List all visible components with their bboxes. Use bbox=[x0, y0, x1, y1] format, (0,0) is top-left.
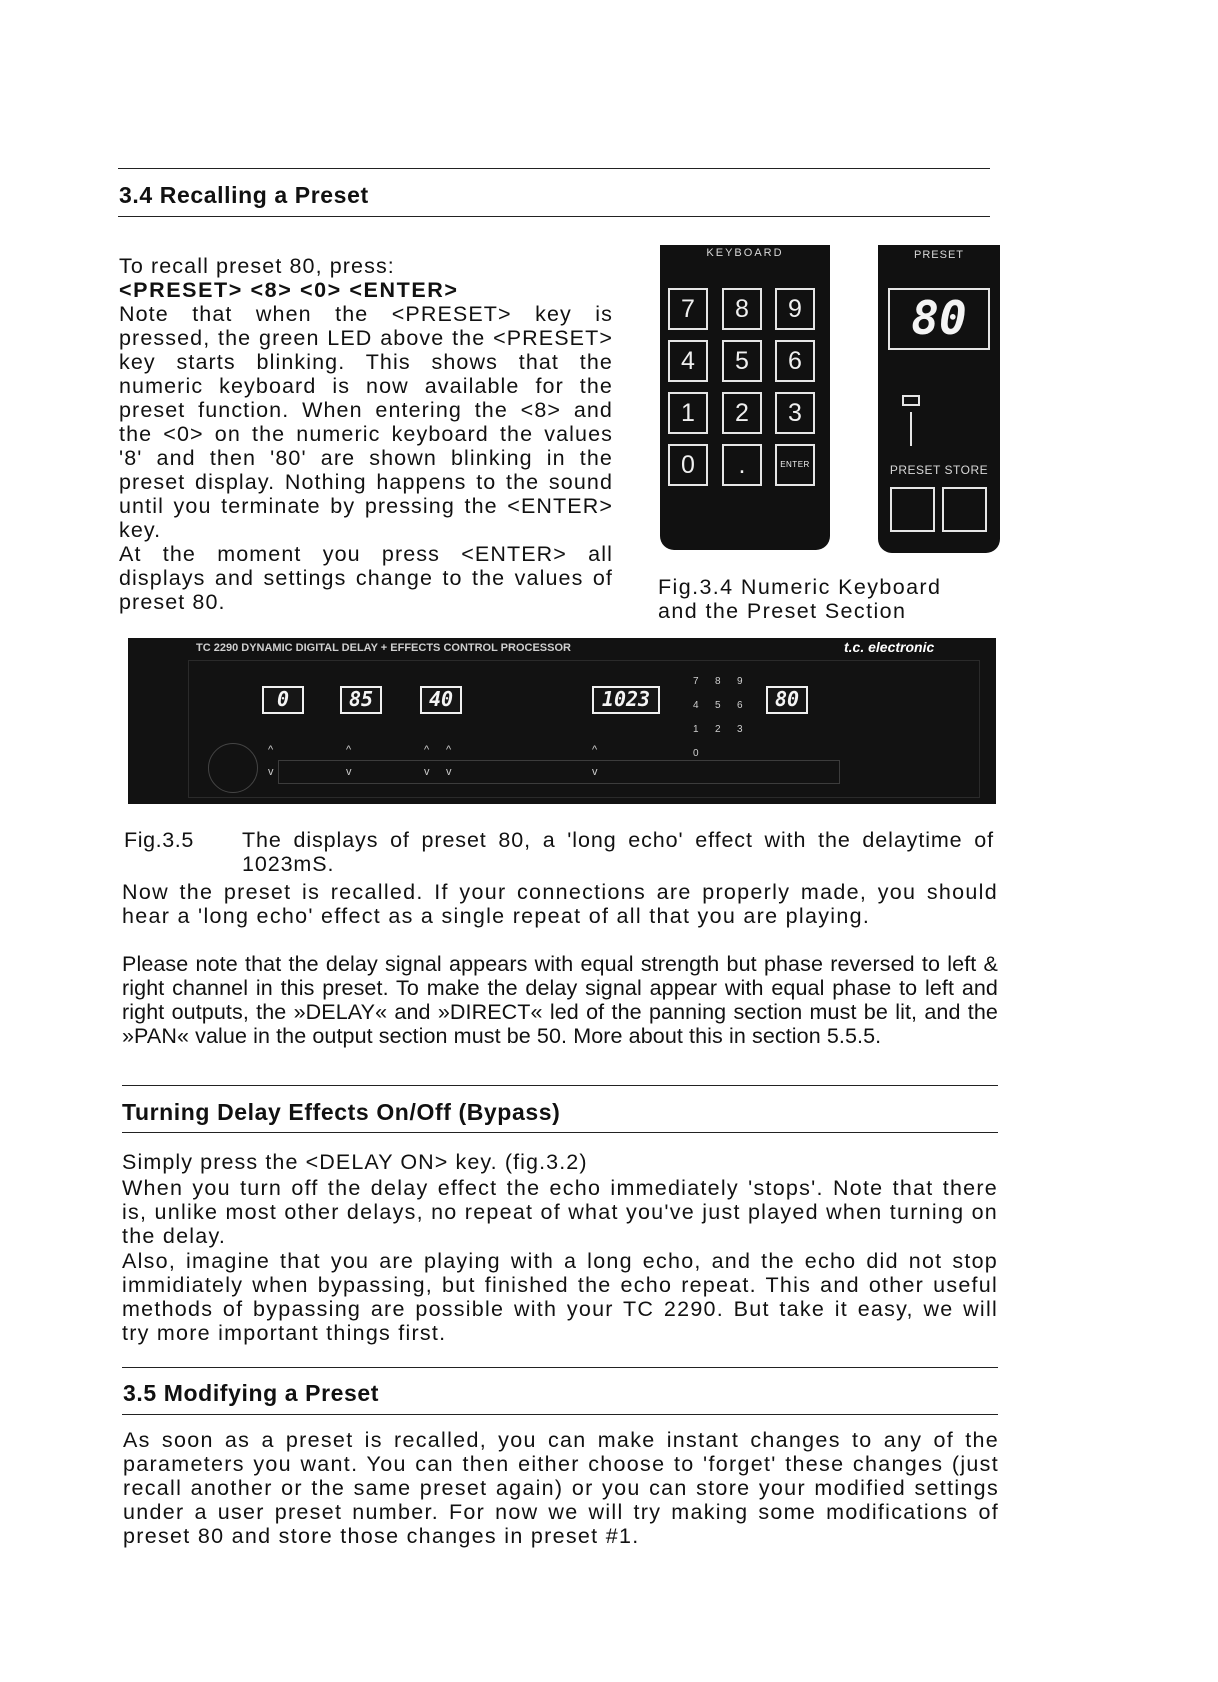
preset-store-label: PRESET STORE bbox=[889, 463, 989, 477]
section-title-3-4: 3.4 Recalling a Preset bbox=[119, 182, 369, 208]
down-arrow-icon-4: v bbox=[446, 766, 452, 778]
key-3[interactable]: 3 bbox=[775, 392, 815, 434]
display-3: 40 bbox=[420, 686, 462, 714]
numeric-keyboard-panel bbox=[660, 245, 830, 550]
bypass-paragraph-2: Also, imagine that you are playing with a long echo, and the echo did not stop immidiately when bypassing, but finished the echo repeat. This and other useful methods of bypassing are possible with your TC 2290. But take it easy, we will try more important things first. bbox=[122, 1249, 998, 1345]
fig-3-4-caption-line1: Fig.3.4 Numeric Keyboard bbox=[658, 575, 942, 599]
display-2: 85 bbox=[340, 686, 382, 714]
panel-knob-icon bbox=[208, 743, 258, 793]
up-arrow-icon-5: ^ bbox=[592, 744, 598, 756]
mini-key-4: 4 bbox=[693, 700, 699, 711]
mini-key-8: 8 bbox=[715, 676, 721, 687]
recall-intro: To recall preset 80, press: bbox=[119, 254, 395, 278]
recall-text bbox=[119, 254, 613, 614]
bypass-line-1: Simply press the <DELAY ON> key. (fig.3.2) bbox=[122, 1150, 588, 1174]
display-preset: 80 bbox=[766, 686, 808, 714]
fig-3-4-caption-line2: and the Preset Section bbox=[658, 599, 907, 623]
mini-key-5: 5 bbox=[715, 700, 721, 711]
preset-label: PRESET bbox=[913, 249, 964, 261]
rule-top bbox=[118, 168, 990, 169]
rule-under-bypass bbox=[122, 1132, 998, 1133]
rule-under-3-5 bbox=[122, 1414, 998, 1415]
key-8[interactable]: 8 bbox=[722, 288, 762, 330]
key-dot[interactable]: . bbox=[722, 444, 762, 486]
down-arrow-icon-5: v bbox=[592, 766, 598, 778]
fig-3-5-label: Fig.3.5 bbox=[124, 828, 194, 852]
fig-3-5-text: The displays of preset 80, a 'long echo' effect with the delaytime of 1023mS. bbox=[242, 828, 994, 876]
key-9[interactable]: 9 bbox=[775, 288, 815, 330]
key-1[interactable]: 1 bbox=[668, 392, 708, 434]
panel-button-row-decor bbox=[278, 760, 840, 784]
key-enter[interactable]: ENTER bbox=[775, 444, 815, 486]
recall-body-2: At the moment you press <ENTER> all displays and settings change to the values of preset 80. bbox=[119, 542, 613, 614]
fig-3-4-caption bbox=[658, 575, 941, 623]
up-arrow-icon-4: ^ bbox=[446, 744, 452, 756]
preset-led-icon bbox=[902, 395, 920, 406]
preset-panel bbox=[878, 245, 1000, 553]
preset-button[interactable] bbox=[890, 487, 935, 532]
mini-key-0: 0 bbox=[693, 748, 699, 759]
recall-keys: <PRESET> <8> <0> <ENTER> bbox=[119, 278, 459, 302]
section-title-3-5: 3.5 Modifying a Preset bbox=[123, 1380, 380, 1406]
mini-key-2: 2 bbox=[715, 724, 721, 735]
rule-under-title bbox=[118, 216, 990, 217]
down-arrow-icon-1: v bbox=[268, 766, 274, 778]
tc2290-front-panel bbox=[128, 638, 996, 804]
up-arrow-icon-1: ^ bbox=[268, 744, 274, 756]
store-button[interactable] bbox=[942, 487, 987, 532]
after-fig-paragraph-2: Please note that the delay signal appears with equal strength but phase reversed to left & right channel in this preset. To make the delay signal appear with equal phase to left and right outputs, the »DELAY« and »DIRECT« led of the panning section must be lit, and the »PAN« value in the output section must be 50. More about this in section 5.5.5. bbox=[122, 952, 998, 1048]
key-5[interactable]: 5 bbox=[722, 340, 762, 382]
after-fig-paragraph-1: Now the preset is recalled. If your connections are properly made, you should hear a 'long echo' effect as a single repeat of all that you are playing. bbox=[122, 880, 998, 928]
up-arrow-icon-2: ^ bbox=[346, 744, 352, 756]
keyboard-label: KEYBOARD bbox=[706, 247, 784, 259]
preset-display: 80 bbox=[888, 288, 990, 350]
key-4[interactable]: 4 bbox=[668, 340, 708, 382]
display-delaytime: 1023 bbox=[592, 686, 660, 714]
unit-brand-logo: t.c. electronic bbox=[844, 639, 935, 655]
unit-model-label: TC 2290 DYNAMIC DIGITAL DELAY + EFFECTS CONTROL PROCESSOR bbox=[196, 642, 571, 654]
up-arrow-icon-3: ^ bbox=[424, 744, 430, 756]
key-2[interactable]: 2 bbox=[722, 392, 762, 434]
preset-key-stem bbox=[910, 412, 912, 446]
display-1: 0 bbox=[262, 686, 304, 714]
key-7[interactable]: 7 bbox=[668, 288, 708, 330]
mini-key-3: 3 bbox=[737, 724, 743, 735]
section-title-bypass: Turning Delay Effects On/Off (Bypass) bbox=[122, 1099, 561, 1125]
down-arrow-icon-3: v bbox=[424, 766, 430, 778]
key-0[interactable]: 0 bbox=[668, 444, 708, 486]
down-arrow-icon-2: v bbox=[346, 766, 352, 778]
rule-above-bypass bbox=[122, 1085, 998, 1086]
mini-key-1: 1 bbox=[693, 724, 699, 735]
mini-key-9: 9 bbox=[737, 676, 743, 687]
rule-above-3-5 bbox=[122, 1367, 998, 1368]
mini-key-7: 7 bbox=[693, 676, 699, 687]
bypass-paragraph-1: When you turn off the delay effect the echo immediately 'stops'. Note that there is, unlike most other delays, no repeat of what you've just played when turning on the delay. bbox=[122, 1176, 998, 1248]
modify-paragraph: As soon as a preset is recalled, you can make instant changes to any of the parameters you want. You can then either choose to 'forget' these changes (just recall another or the same preset again) or you can store your modified settings under a user preset number. For now we will try making some modifications of preset 80 and store those changes in preset #1. bbox=[123, 1428, 999, 1548]
key-6[interactable]: 6 bbox=[775, 340, 815, 382]
recall-body: Note that when the <PRESET> key is pressed, the green LED above the <PRESET> key starts blinking. This shows that the numeric keyboard is now available for the preset function. When entering the <8> and the <0> on the numeric keyboard the values '8' and then '80' are shown blinking in the preset display. Nothing happens to the sound until you terminate by pressing the <ENTER> key. bbox=[119, 302, 613, 542]
mini-key-6: 6 bbox=[737, 700, 743, 711]
